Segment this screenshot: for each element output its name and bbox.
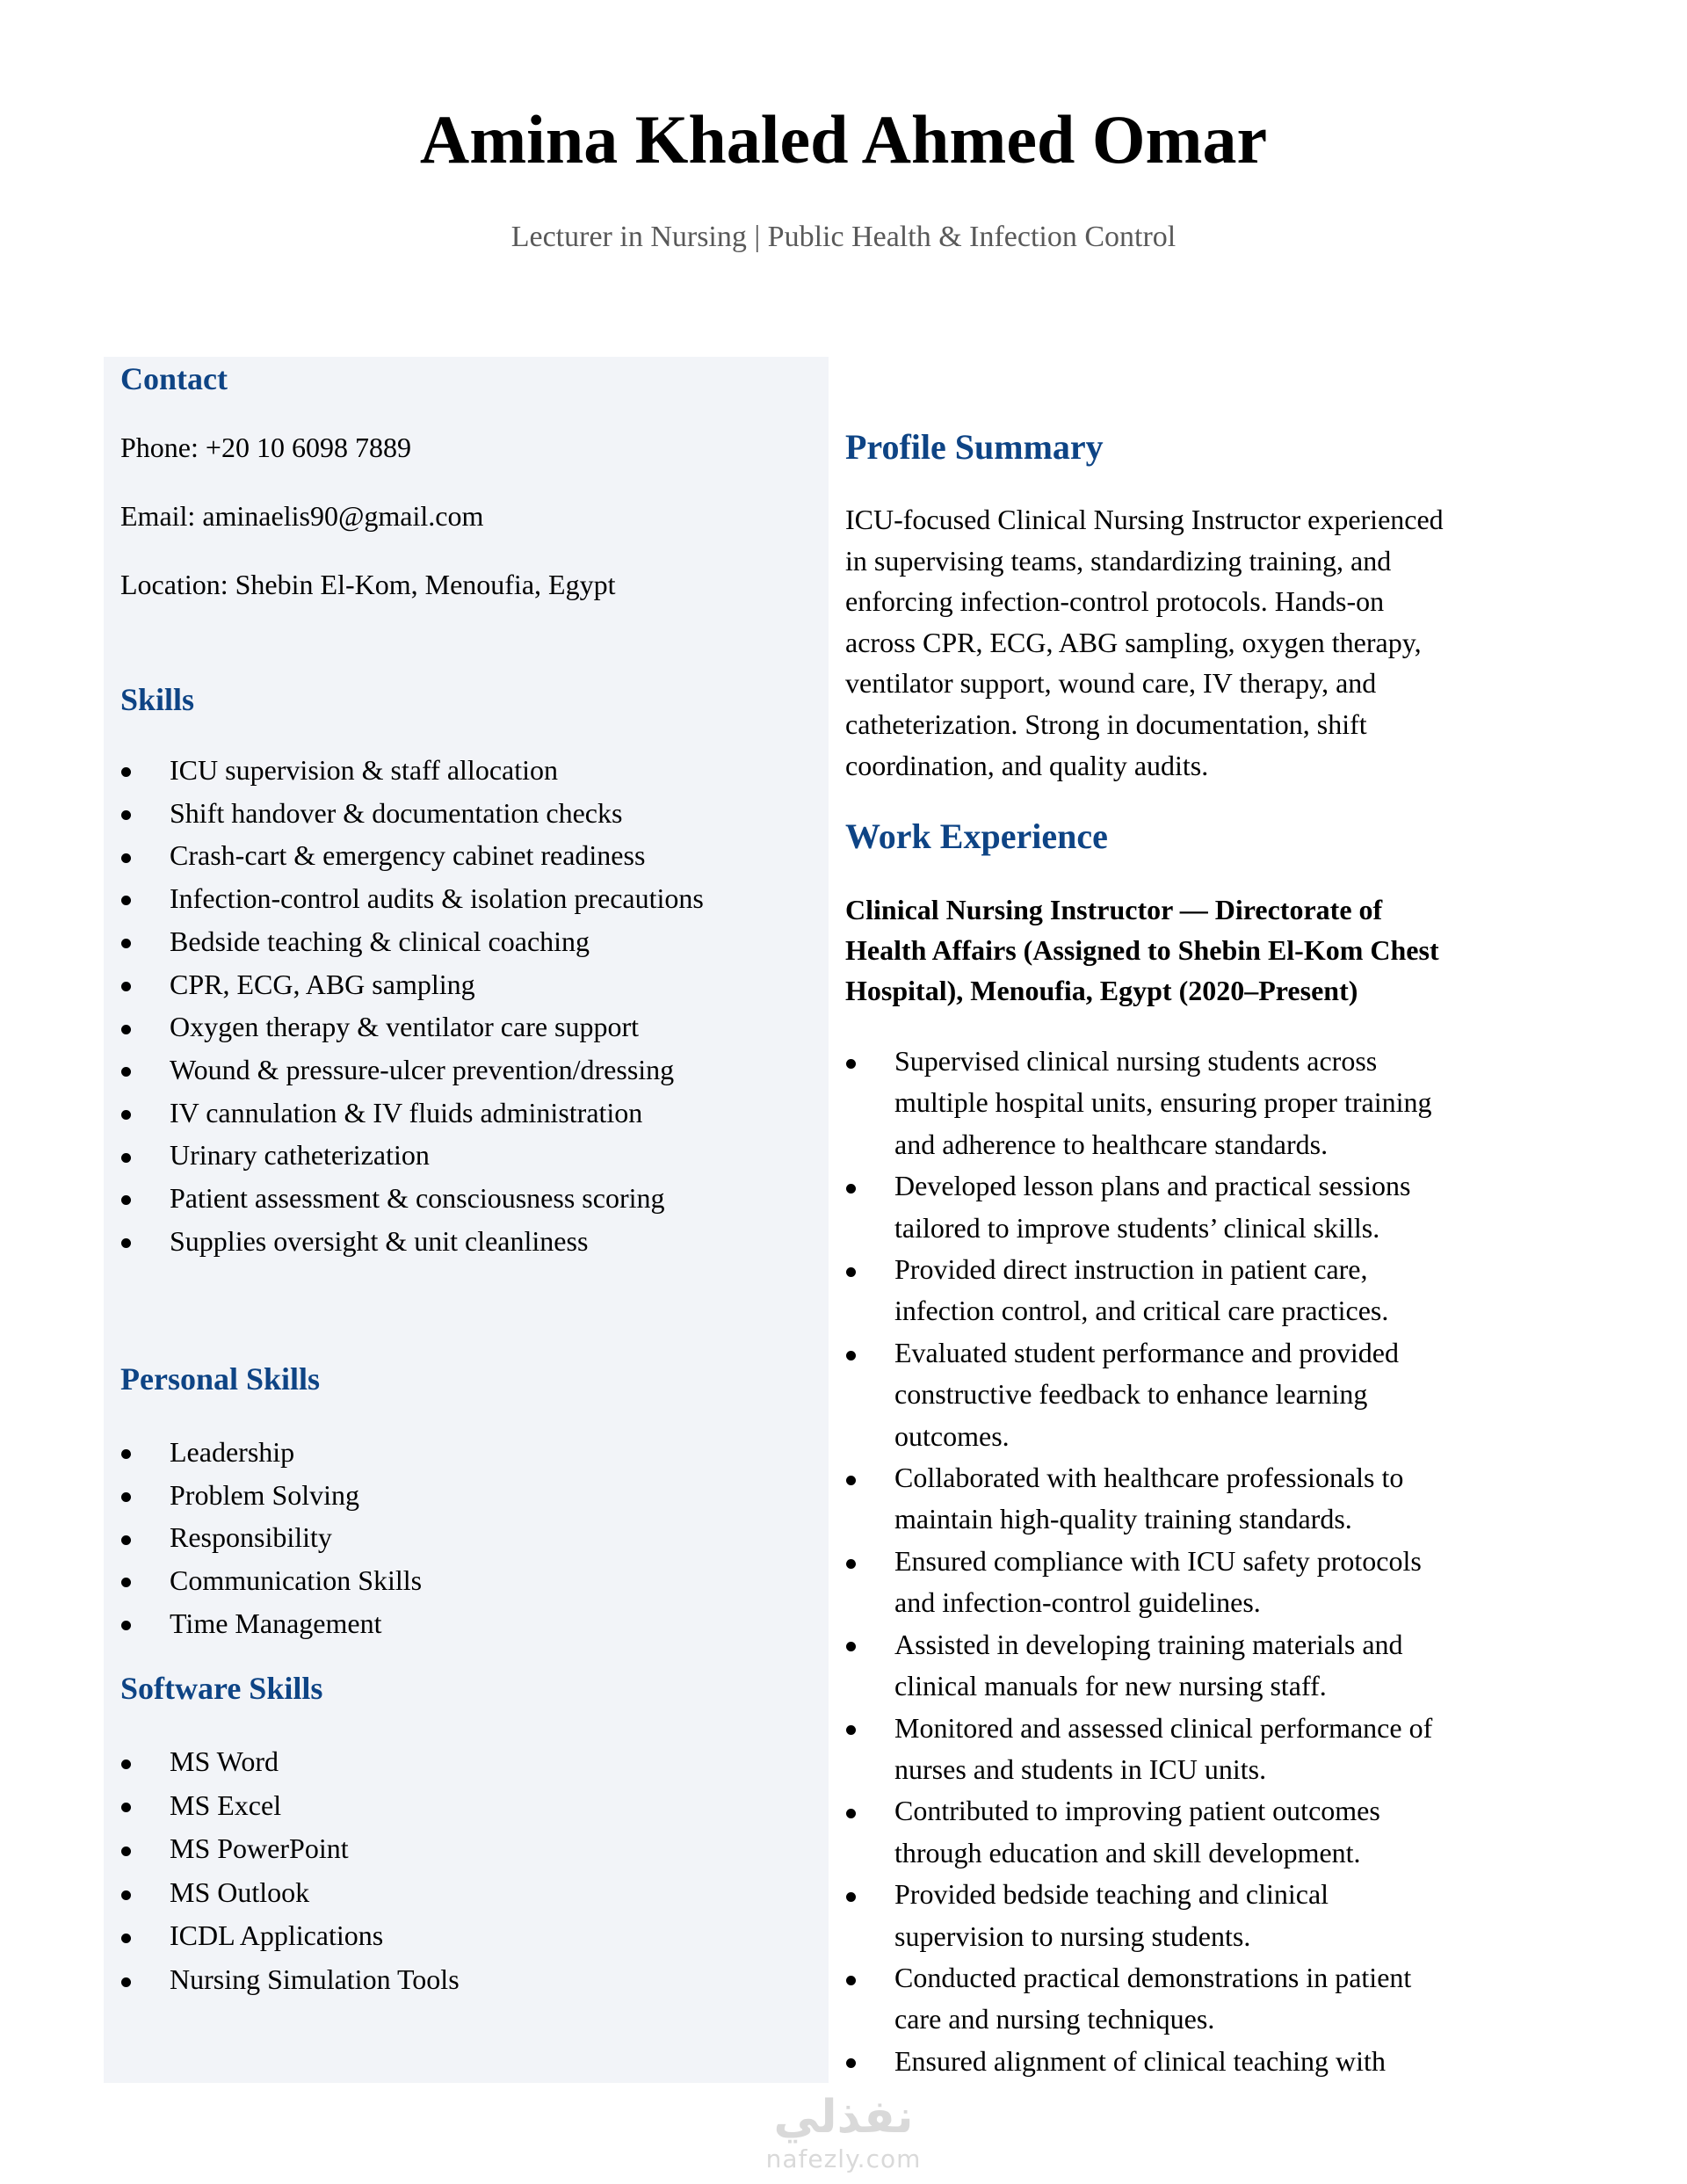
- bullet-icon: [121, 896, 131, 905]
- responsibility-item: [845, 2041, 1432, 2082]
- list-item: [120, 1784, 460, 1828]
- bullet-icon: [121, 1195, 131, 1205]
- bullet-icon: [121, 1110, 131, 1120]
- list-item-text: ICDL Applications: [170, 1919, 384, 1952]
- responsibility-item: [845, 1624, 1432, 1708]
- job-responsibilities-list: [845, 1041, 1432, 2082]
- bullet-icon: [121, 1067, 131, 1077]
- software-skills-heading: Software Skills: [120, 1671, 323, 1706]
- list-item-text: CPR, ECG, ABG sampling: [170, 968, 475, 1000]
- bullet-icon: [846, 1184, 856, 1194]
- skills-heading: Skills: [120, 682, 195, 717]
- responsibility-text-line: multiple hospital units, ensuring proper training: [894, 1086, 1432, 1119]
- list-item: [120, 749, 704, 792]
- list-item-text: Leadership: [170, 1436, 295, 1468]
- list-item: [120, 920, 704, 963]
- responsibility-text-line: infection control, and critical care practices.: [894, 1295, 1389, 1327]
- list-item: [120, 1740, 460, 1784]
- bullet-icon: [846, 1642, 856, 1651]
- responsibility-text-line: Developed lesson plans and practical sessions: [894, 1170, 1411, 1202]
- list-item: [120, 792, 704, 835]
- bullet-icon: [846, 1892, 856, 1902]
- contact-location: Location: Shebin El-Kom, Menoufia, Egypt: [120, 569, 616, 600]
- bullet-icon: [121, 1535, 131, 1545]
- personal-skills-list: [120, 1431, 422, 1645]
- bullet-icon: [121, 1890, 131, 1900]
- text-line: coordination, and quality audits.: [845, 749, 1209, 781]
- bullet-icon: [846, 1559, 856, 1569]
- bullet-icon: [846, 1809, 856, 1818]
- bullet-icon: [121, 810, 131, 820]
- list-item-text: Oxygen therapy & ventilator care support: [170, 1011, 640, 1043]
- responsibility-text-line: constructive feedback to enhance learning: [894, 1378, 1368, 1411]
- bullet-icon: [846, 1976, 856, 1985]
- list-item: [120, 1134, 704, 1177]
- list-item: [120, 1092, 704, 1135]
- list-item: [120, 1048, 704, 1092]
- contact-phone: Phone: +20 10 6098 7889: [120, 432, 411, 463]
- list-item-text: Responsibility: [170, 1521, 332, 1554]
- list-item-text: IV cannulation & IV fluids administration: [170, 1096, 643, 1128]
- candidate-headline: Lecturer in Nursing | Public Health & Infection Control: [510, 221, 1177, 253]
- responsibility-text-line: through education and skill development.: [894, 1836, 1361, 1868]
- responsibility-text-line: Conducted practical demonstrations in patient: [894, 1961, 1412, 1993]
- bullet-icon: [846, 2058, 856, 2068]
- profile-summary-heading: Profile Summary: [845, 427, 1104, 467]
- list-item-text: Problem Solving: [170, 1478, 360, 1511]
- list-item-text: Supplies oversight & unit cleanliness: [170, 1224, 589, 1257]
- text-line: ICU-focused Clinical Nursing Instructor experienced: [845, 504, 1444, 535]
- watermark-url: nafezly.com: [765, 2144, 922, 2173]
- responsibility-text-line: Ensured alignment of clinical teaching with: [894, 2044, 1386, 2077]
- responsibility-text-line: Contributed to improving patient outcomes: [894, 1795, 1380, 1827]
- list-item-text: Urinary catheterization: [170, 1139, 430, 1172]
- responsibility-text-line: outcomes.: [894, 1419, 1010, 1452]
- bullet-icon: [846, 1267, 856, 1277]
- profile-summary-text: [845, 499, 1444, 786]
- responsibility-text-line: supervision to nursing students.: [894, 1919, 1251, 1952]
- bullet-icon: [121, 1847, 131, 1856]
- personal-skills-heading: Personal Skills: [120, 1361, 321, 1397]
- text-line: catheterization. Strong in documentation, shift: [845, 707, 1367, 740]
- bullet-icon: [846, 1476, 856, 1485]
- text-line: in supervising teams, standardizing training, and: [845, 544, 1392, 577]
- responsibility-item: [845, 1790, 1432, 1874]
- list-item: [120, 1958, 460, 2002]
- bullet-icon: [121, 1760, 131, 1769]
- list-item-text: MS Word: [170, 1745, 279, 1777]
- responsibility-item: [845, 1874, 1432, 1957]
- bullet-icon: [846, 1059, 856, 1069]
- text-line: ventilator support, wound care, IV therapy, and: [845, 667, 1377, 700]
- responsibility-text-line: Ensured compliance with ICU safety protocols: [894, 1544, 1422, 1577]
- work-experience-heading: Work Experience: [845, 816, 1108, 856]
- watermark-arabic-logo: نفذلي: [773, 2091, 914, 2144]
- list-item-text: Bedside teaching & clinical coaching: [170, 925, 590, 957]
- responsibility-text-line: Collaborated with healthcare professionals to: [894, 1462, 1404, 1494]
- list-item: [120, 1516, 422, 1559]
- list-item-text: Communication Skills: [170, 1564, 423, 1597]
- responsibility-text-line: care and nursing techniques.: [894, 2003, 1215, 2035]
- responsibility-text-line: clinical manuals for new nursing staff.: [894, 1670, 1327, 1702]
- bullet-icon: [121, 1492, 131, 1502]
- list-item-text: Wound & pressure-ulcer prevention/dressing: [170, 1053, 675, 1085]
- bullet-icon: [121, 1238, 131, 1248]
- bullet-icon: [121, 1977, 131, 1987]
- list-item: [120, 1005, 704, 1048]
- responsibility-text-line: Supervised clinical nursing students across: [894, 1045, 1378, 1077]
- list-item: [120, 1871, 460, 1915]
- bullet-icon: [121, 1803, 131, 1812]
- list-item: [120, 963, 704, 1006]
- list-item-text: MS Excel: [170, 1789, 282, 1821]
- responsibility-text-line: and adherence to healthcare standards.: [894, 1128, 1329, 1160]
- list-item: [120, 877, 704, 920]
- list-item-text: Patient assessment & consciousness scoring: [170, 1182, 665, 1215]
- text-line: Health Affairs (Assigned to Shebin El-Kom Chest: [845, 934, 1439, 966]
- responsibility-text-line: Monitored and assessed clinical performance of: [894, 1711, 1433, 1744]
- list-item: [120, 1602, 422, 1645]
- contact-email: Email: aminaelis90@gmail.com: [120, 500, 484, 532]
- responsibility-item: [845, 1165, 1432, 1249]
- list-item-text: MS Outlook: [170, 1876, 310, 1908]
- list-item-text: Time Management: [170, 1607, 382, 1639]
- bullet-icon: [121, 1025, 131, 1034]
- list-item: [120, 834, 704, 877]
- candidate-name: Amina Khaled Ahmed Omar: [419, 101, 1268, 178]
- responsibility-text-line: nurses and students in ICU units.: [894, 1752, 1267, 1785]
- list-item: [120, 1431, 422, 1474]
- text-line: Clinical Nursing Instructor — Directorate of: [845, 894, 1383, 925]
- bullet-icon: [121, 939, 131, 948]
- text-line: enforcing infection-control protocols. Hands-on: [845, 585, 1385, 618]
- bullet-icon: [846, 1725, 856, 1735]
- software-skills-list: [120, 1740, 460, 2002]
- job-title: [845, 889, 1439, 1011]
- responsibility-text-line: and infection-control guidelines.: [894, 1586, 1261, 1619]
- list-item: [120, 1914, 460, 1958]
- responsibility-item: [845, 1041, 1432, 1165]
- list-item-text: ICU supervision & staff allocation: [170, 754, 558, 786]
- list-item-text: Crash-cart & emergency cabinet readiness: [170, 839, 646, 872]
- nafezly-watermark: [747, 2090, 940, 2174]
- list-item: [120, 1827, 460, 1871]
- list-item-text: Shift handover & documentation checks: [170, 796, 623, 829]
- responsibility-item: [845, 1708, 1432, 1791]
- responsibility-item: [845, 1457, 1432, 1541]
- bullet-icon: [121, 767, 131, 777]
- text-line: Hospital), Menoufia, Egypt (2020–Present): [845, 975, 1358, 1006]
- list-item-text: MS PowerPoint: [170, 1832, 349, 1865]
- list-item-text: Infection-control audits & isolation precautions: [170, 882, 704, 915]
- responsibility-text-line: Provided bedside teaching and clinical: [894, 1878, 1329, 1911]
- bullet-icon: [121, 1934, 131, 1943]
- list-item: [120, 1474, 422, 1517]
- bullet-icon: [121, 1153, 131, 1163]
- skills-list: [120, 749, 704, 1262]
- bullet-icon: [121, 853, 131, 863]
- responsibility-item: [845, 1541, 1432, 1624]
- responsibility-text-line: maintain high-quality training standards.: [894, 1503, 1352, 1535]
- bullet-icon: [121, 982, 131, 991]
- bullet-icon: [121, 1449, 131, 1459]
- responsibility-text-line: tailored to improve students’ clinical skills.: [894, 1211, 1380, 1244]
- responsibility-text-line: Assisted in developing training materials and: [894, 1628, 1403, 1660]
- text-line: across CPR, ECG, ABG sampling, oxygen therapy,: [845, 626, 1422, 658]
- responsibility-item: [845, 1249, 1432, 1332]
- list-item: [120, 1177, 704, 1220]
- bullet-icon: [846, 1351, 856, 1360]
- responsibility-item: [845, 1332, 1432, 1457]
- responsibility-text-line: Evaluated student performance and provided: [894, 1336, 1399, 1368]
- bullet-icon: [121, 1621, 131, 1630]
- list-item: [120, 1220, 704, 1263]
- responsibility-text-line: Provided direct instruction in patient care,: [894, 1253, 1368, 1286]
- contact-heading: Contact: [120, 361, 228, 396]
- bullet-icon: [121, 1578, 131, 1587]
- list-item-text: Nursing Simulation Tools: [170, 1963, 460, 1995]
- responsibility-item: [845, 1957, 1432, 2041]
- list-item: [120, 1559, 422, 1602]
